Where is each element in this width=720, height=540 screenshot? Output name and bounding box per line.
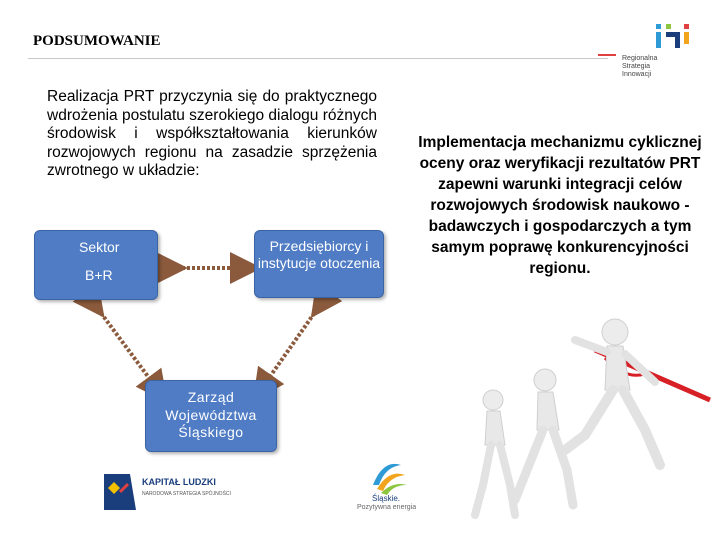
summary-paragraph: Implementacja mechanizmu cyklicznej oceny oraz weryfikacji rezultatów PRT zapewni warunki integracji celów rozwojowych środowisk naukowo - badawczych i gospodarczych a tym samym poprawę konkurencyjności regionu. <box>418 134 702 277</box>
kapital-ludzki-subtitle: NARODOWA STRATEGIA SPÓJNOŚCI <box>142 491 231 497</box>
kapital-ludzki-name: KAPITAŁ LUDZKI <box>142 477 216 487</box>
node-przedsiebiorcy: Przedsiębiorcy i instytucje otoczenia <box>254 230 384 298</box>
page-title: PODSUMOWANIE <box>33 33 161 49</box>
node-br-label: B+R <box>85 267 113 283</box>
slaskie-name: Śląskie. <box>372 494 401 503</box>
ris-logo-text: Regionalna Strategia Innowacji <box>622 55 658 78</box>
intro-paragraph: Realizacja PRT przyczynia się do praktycznego wdrożenia postulatu szerokiego dialogu różnych środowisk i współkształtowania kierunków rozwojowych regionu na zasadzie sprzężenia zwrotnego w układzie: <box>47 88 378 179</box>
slaskie-subtitle: Pozytywna energia <box>357 504 417 511</box>
node-sektor-label: Sektor <box>79 239 120 255</box>
node-zarzad-wojewodztwa: Zarząd Województwa Śląskiego <box>145 380 277 452</box>
runners-illustration-icon <box>455 310 715 535</box>
node-sektor-br <box>34 230 158 300</box>
